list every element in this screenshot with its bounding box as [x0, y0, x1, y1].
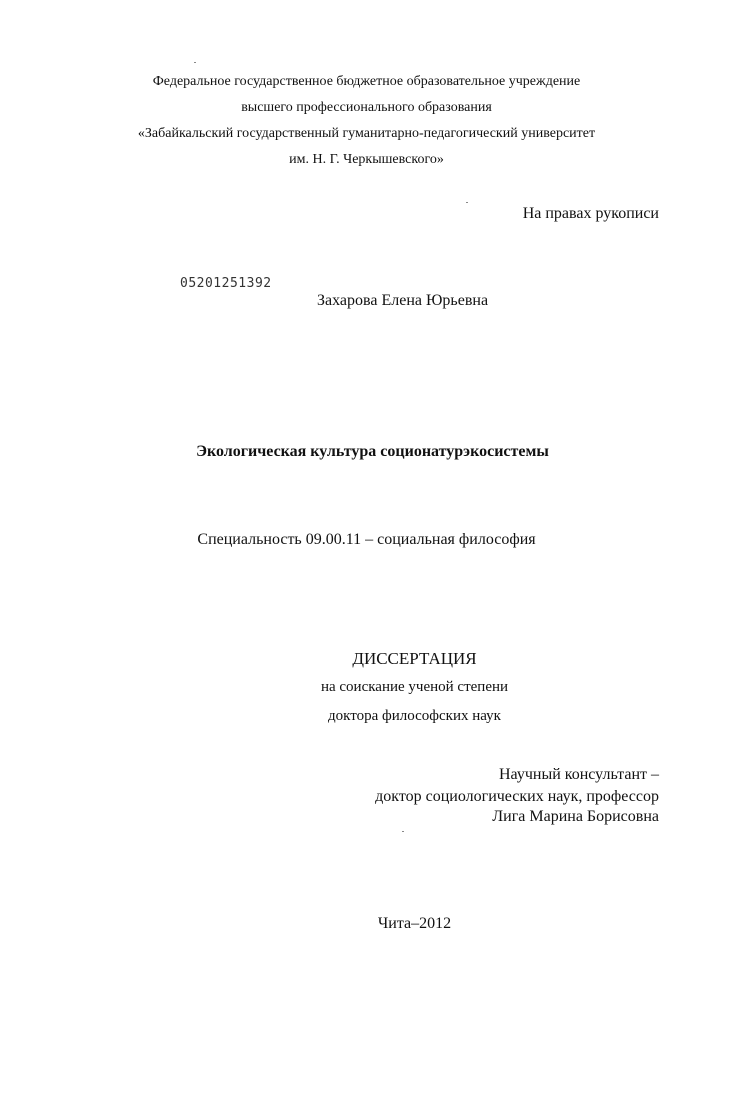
scan-speck	[466, 202, 468, 203]
dissertation-title: Экологическая культура соционатурэкосистемы	[196, 443, 549, 460]
specialty: Специальность 09.00.11 – социальная философия	[197, 531, 536, 548]
scan-speck	[402, 831, 404, 832]
manuscript-rights: На правах рукописи	[522, 205, 659, 222]
author-name: Захарова Елена Юрьевна	[317, 292, 489, 309]
institution-line-2: высшего профессионального образования	[241, 100, 492, 115]
institution-line-1: Федеральное государственное бюджетное образовательное учреждение	[152, 74, 581, 89]
consultant-degree: доктор социологических наук, профессор	[375, 788, 659, 805]
consultant-role: Научный консультант –	[499, 766, 659, 783]
scan-speck	[194, 62, 196, 63]
degree-line-2: доктора философских наук	[328, 708, 501, 724]
consultant-name: Лига Марина Борисовна	[492, 808, 659, 825]
institution-line-3: «Забайкальский государственный гуманитарно-педагогический университет	[137, 126, 596, 141]
document-type: ДИССЕРТАЦИЯ	[352, 649, 477, 668]
archive-number: 05201251392	[180, 276, 272, 291]
institution-line-4: им. Н. Г. Черкышевского»	[289, 152, 444, 167]
city-year: Чита–2012	[377, 915, 452, 932]
degree-line-1: на соискание ученой степени	[320, 679, 509, 695]
